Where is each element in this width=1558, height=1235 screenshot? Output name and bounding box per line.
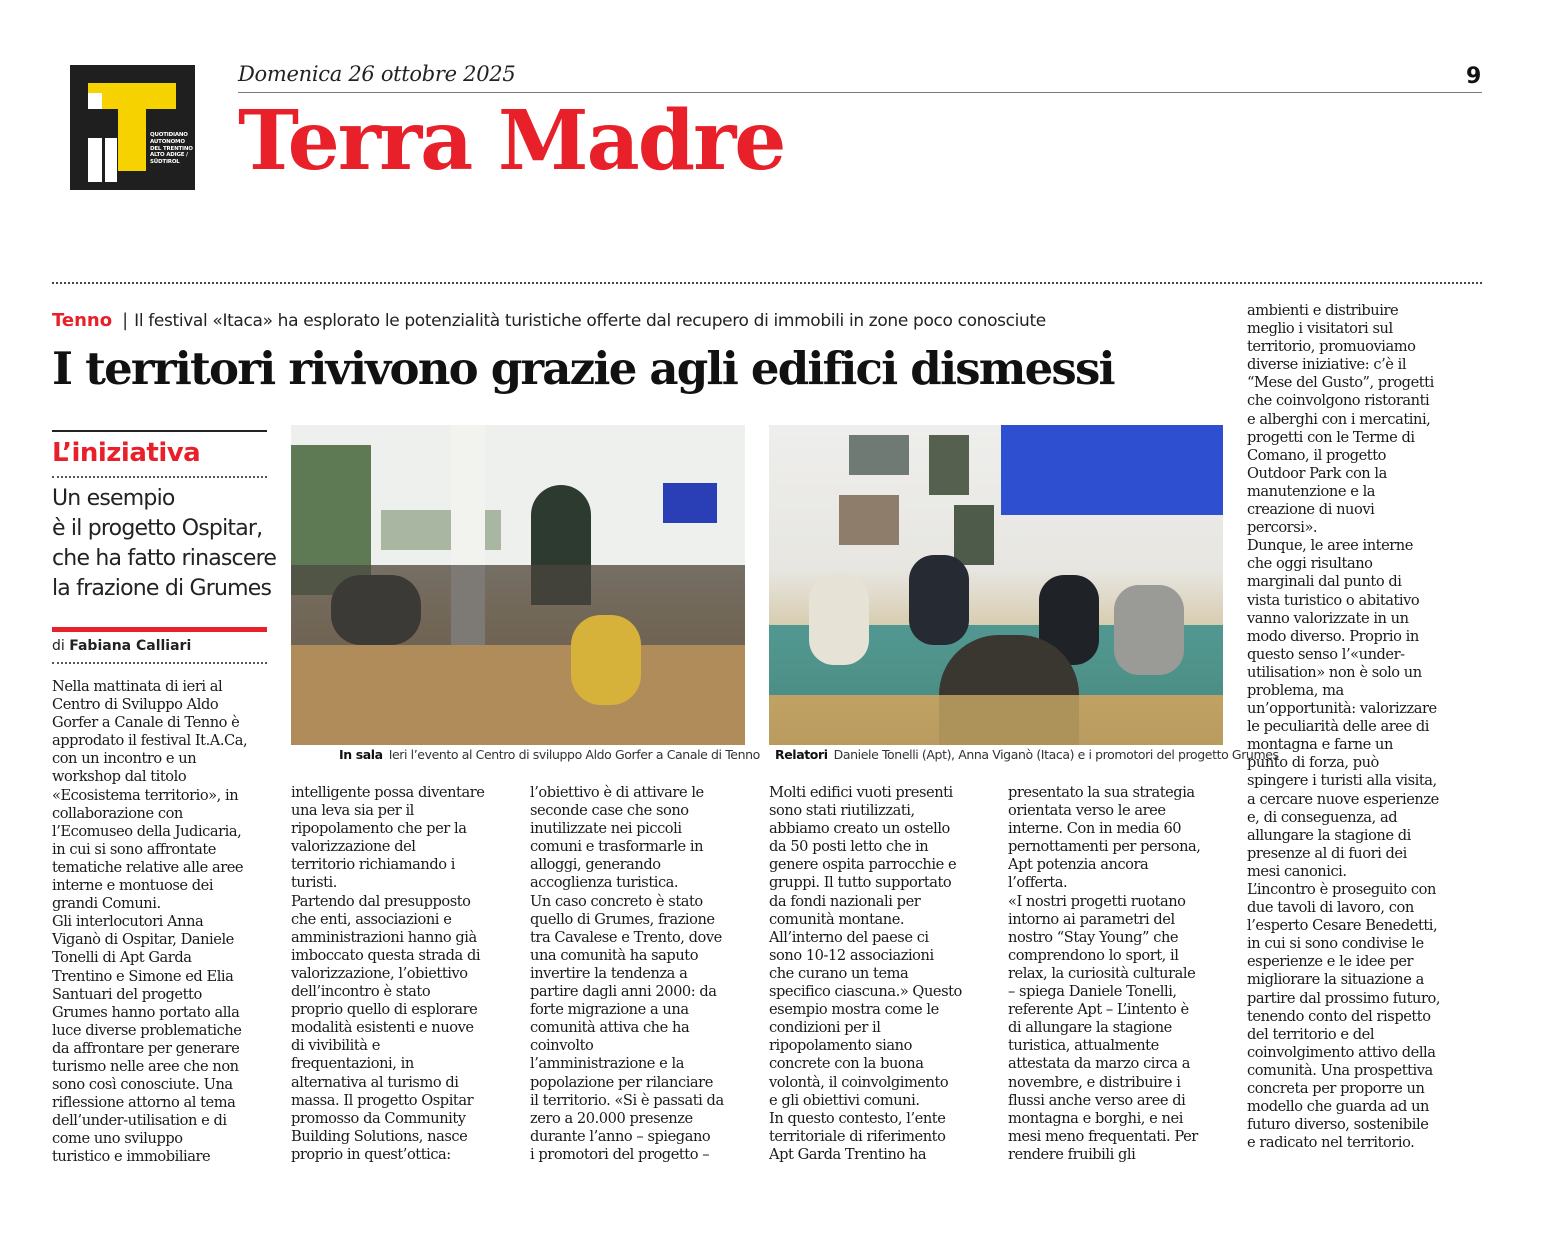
photo-caption-2 [775, 747, 1279, 762]
body-text-line: turismo nelle aree che non [52, 1057, 239, 1075]
sidebar-red-rule [52, 627, 267, 632]
body-text-line: L’incontro è proseguito con [1247, 881, 1436, 898]
logo-l-stem [105, 138, 117, 182]
body-text-line: il territorio. «Si è passati da [530, 1091, 724, 1109]
body-text-line: rendere fruibili gli [1008, 1145, 1136, 1163]
body-text-line: l’amministrazione e la [530, 1055, 685, 1073]
body-text-line: presentato la sua strategia [1008, 784, 1195, 801]
body-text-line: un’opportunità: valorizzare [1247, 700, 1437, 718]
kicker-place: Tenno [52, 310, 113, 331]
tagline-line: QUOTIDIANO [150, 132, 188, 138]
body-text-line: che curano un tema [769, 964, 909, 982]
body-text-line: abbiamo creato un ostello [769, 820, 950, 838]
body-text-line: genere ospita parrocchie e [769, 856, 957, 874]
body-text-line: in cui si sono affrontate [52, 840, 216, 858]
body-text-line: orientata verso le aree [1008, 802, 1166, 820]
body-text-line: modello che guarda ad un [1247, 1098, 1429, 1116]
body-text-line: l’obiettivo è di attivare le [530, 784, 704, 801]
body-text-line: turistico e immobiliare [52, 1148, 211, 1166]
photo-caption-1 [339, 747, 760, 762]
body-text-line: All’interno del paese ci [769, 928, 929, 946]
body-text-line: da affrontare per generare [52, 1039, 240, 1057]
body-text-line: Partendo dal presupposto [291, 892, 471, 910]
body-text-line: Building Solutions, nasce [291, 1127, 468, 1145]
body-text-line: ripopolamento siano [769, 1037, 912, 1055]
body-text-line: Santuari del progetto [52, 985, 202, 1003]
body-text-line: del territorio e del [1247, 1025, 1375, 1043]
body-text-line: relax, la curiosità culturale [1008, 964, 1196, 982]
body-text-line: proprio in quest’ottica: [291, 1145, 451, 1163]
body-text-line: proprio quello di esplorare [291, 1001, 478, 1019]
tagline-line: SÜDTIROL [150, 159, 180, 166]
sidebar-pull-quote [52, 484, 277, 604]
body-text-line: manutenzione e la [1247, 482, 1376, 500]
body-text-line: utilisation» non è solo un [1247, 663, 1422, 681]
body-text-line: Un caso concreto è stato [530, 892, 703, 910]
body-text-line: dell’incontro è stato [291, 983, 431, 1001]
body-text-line: «Ecosistema territorio», in [52, 786, 239, 804]
article-headline: I territori rivivono grazie agli edifici dismessi [52, 342, 1114, 395]
body-text-line: In questo contesto, l’ente [769, 1109, 946, 1127]
photo-audience [291, 425, 745, 745]
tagline-line: DEL TRENTINO [150, 145, 193, 152]
body-text-line: novembre, e distribuire i [1008, 1073, 1181, 1091]
body-text-line: alloggi, generando [530, 856, 661, 874]
body-text-line: sono 10-12 associazioni [769, 946, 934, 964]
body-text-line: Apt Garda Trentino ha [769, 1145, 927, 1163]
body-text-line: specifico ciascuna.» Questo [769, 983, 962, 1001]
body-text-line: da 50 posti letto che in [769, 838, 929, 856]
byline-dotted-rule [52, 662, 267, 664]
body-text-line: montagna e farne un [1247, 736, 1393, 754]
body-text-line: concrete con la buona [769, 1055, 924, 1073]
body-text-line: ripopolamento che per la [291, 820, 467, 838]
body-text-line: referente Apt – L’intento è [1008, 1001, 1189, 1019]
body-text-line: partire dal prossimo futuro, [1247, 989, 1441, 1007]
kicker-separator: | [122, 310, 129, 331]
body-text-line: questo senso l’«under- [1247, 645, 1405, 663]
body-text-line: modalità esistenti e nuove [291, 1019, 474, 1037]
caption-label: Relatori [775, 747, 828, 762]
body-text-line: forte migrazione a una [530, 1001, 689, 1019]
byline [52, 638, 191, 654]
body-text-line: invertire la tendenza a [530, 964, 688, 982]
body-text-line: comuni e trasformarle in [530, 838, 704, 856]
quote-line: è il progetto Ospitar, [52, 516, 263, 541]
sidebar-top-rule [52, 430, 267, 432]
body-text-line: popolazione per rilanciare [530, 1073, 713, 1091]
section-divider [52, 282, 1482, 284]
body-text-line: mesi meno frequentati. Per [1008, 1127, 1198, 1145]
body-text-line: valorizzazione del [291, 838, 416, 856]
logo-t-stem [118, 83, 146, 171]
body-text-line: mesi canonici. [1247, 862, 1347, 880]
body-text-line: accoglienza turistica. [530, 874, 679, 892]
quote-line: Un esempio [52, 486, 175, 511]
body-text-line: imboccato questa strada di [291, 946, 481, 964]
body-text-line: quello di Grumes, frazione [530, 910, 715, 928]
body-text-line: – spiega Daniele Tonelli, [1008, 983, 1177, 1001]
body-text-line: e gli obiettivi comuni. [769, 1091, 920, 1109]
body-text-line: Outdoor Park con la [1247, 464, 1387, 482]
body-text-line: Comano, il progetto [1247, 446, 1386, 464]
body-text-line: le peculiarità delle aree di [1247, 718, 1429, 736]
body-text-line: collaborazione con [52, 804, 183, 822]
body-text-line: esempio mostra come le [769, 1001, 939, 1019]
body-text-line: alternativa al turismo di [291, 1073, 459, 1091]
body-text-line: «I nostri progetti ruotano [1008, 892, 1186, 910]
body-text-line: progetti con le Terme di [1247, 428, 1415, 446]
body-text-line: montagna e borghi, e nei [1008, 1109, 1183, 1127]
body-text-line: frequentazioni, in [291, 1055, 414, 1073]
body-text-line: comunità montane. [769, 910, 905, 928]
body-text-line: inutilizzate nei piccoli [530, 820, 682, 838]
body-text-line: sono stati riutilizzati, [769, 802, 915, 820]
body-text-line: sono così conosciute. Una [52, 1076, 233, 1094]
body-text-line: pernottamenti per persona, [1008, 838, 1201, 856]
body-text-line: due tavoli di lavoro, con [1247, 899, 1414, 917]
quote-line: che ha fatto rinascere [52, 546, 277, 571]
body-text-line: durante l’anno – spiegano [530, 1127, 711, 1145]
body-text-line: in cui si sono condivise le [1247, 935, 1424, 953]
body-text-line: tenendo conto del rispetto [1247, 1007, 1431, 1025]
body-text-line: esperienze e le idee per [1247, 953, 1414, 971]
byline-author: Fabiana Calliari [69, 638, 192, 654]
body-text-line: Centro di Sviluppo Aldo [52, 696, 219, 714]
logo-i-stem [88, 138, 102, 182]
body-text-line: interne. Con in media 60 [1008, 820, 1182, 838]
body-text-line: territoriale di riferimento [769, 1127, 946, 1145]
body-text-line: a cercare nuove esperienze [1247, 790, 1439, 808]
body-text-line: flussi anche verso aree di [1008, 1091, 1186, 1109]
body-text-line: allungare la stagione di [1247, 826, 1411, 844]
body-text-line: nostro “Stay Young” che [1008, 928, 1179, 946]
body-text-line: coinvolgimento attivo della [1247, 1043, 1436, 1061]
body-column-2 [291, 784, 484, 1164]
body-text-line: vanno valorizzate in un [1247, 609, 1409, 627]
body-text-line: marginali dal punto di [1247, 573, 1402, 591]
kicker-summary: Il festival «Itaca» ha esplorato le potenzialità turistiche offerte dal recupero di immobili in zone poco conosciute [134, 311, 1046, 331]
body-text-line: e, di conseguenza, ad [1247, 808, 1398, 826]
body-column-5 [1008, 784, 1200, 1164]
body-text-line: concreta per proporre un [1247, 1080, 1425, 1098]
body-text-line: promosso da Community [291, 1109, 466, 1127]
body-text-line: creazione di nuovi [1247, 501, 1375, 519]
body-text-line: turisti. [291, 874, 337, 892]
body-text-line: l’Ecomuseo della Judicaria, [52, 822, 242, 840]
body-text-line: i promotori del progetto – [530, 1145, 710, 1163]
page-number: 9 [1466, 64, 1482, 89]
body-text-line: e radicato nel territorio. [1247, 1134, 1415, 1152]
body-column-4 [769, 784, 962, 1164]
body-text-line: “Mese del Gusto”, progetti [1247, 374, 1434, 392]
caption-label: In sala [339, 747, 383, 762]
body-text-line: Dunque, le aree interne [1247, 537, 1413, 555]
body-text-line: Nella mattinata di ieri al [52, 678, 223, 695]
article-kicker [52, 310, 1046, 331]
body-text-line: massa. Il progetto Ospitar [291, 1091, 474, 1109]
body-text-line: modo diverso. Proprio in [1247, 627, 1419, 645]
body-text-line: interne e montuose dei [52, 877, 214, 895]
body-text-line: migliorare la situazione a [1247, 971, 1424, 989]
body-text-line: comunità. Una prospettiva [1247, 1061, 1433, 1079]
body-text-line: percorsi». [1247, 519, 1318, 537]
body-text-line: una leva sia per il [291, 802, 414, 820]
body-text-line: tra Cavalese e Trento, dove [530, 928, 722, 946]
body-text-line: workshop dal titolo [52, 768, 187, 786]
body-text-line: territorio richiamando i [291, 856, 455, 874]
logo-tagline [150, 132, 194, 166]
body-text-line: comunità attiva che ha [530, 1019, 690, 1037]
caption-text: Daniele Tonelli (Apt), Anna Viganò (Itaca) e i promotori del progetto Grumes [833, 747, 1279, 762]
body-text-line: coinvolto [530, 1037, 594, 1055]
body-text-line: punto di forza, può [1247, 754, 1379, 772]
sidebar-dotted-rule [52, 476, 267, 478]
body-text-line: luce diverse problematiche [52, 1021, 242, 1039]
body-text-line: futuro diverso, sostenibile [1247, 1116, 1429, 1134]
tagline-line: AUTONOMO [150, 138, 185, 145]
body-column-6 [1247, 302, 1440, 1152]
byline-prefix: di [52, 638, 65, 654]
body-text-line: con un incontro e un [52, 750, 197, 768]
body-text-line: di allungare la stagione [1008, 1019, 1172, 1037]
body-text-line: meglio i visitatori sul [1247, 320, 1393, 338]
tagline-line: ALTO ADIGE / [150, 152, 188, 159]
issue-date: Domenica 26 ottobre 2025 [238, 62, 516, 86]
body-text-line: comprendono lo sport, il [1008, 946, 1179, 964]
body-text-line: diverse iniziative: c’è il [1247, 356, 1407, 374]
body-text-line: come uno sviluppo [52, 1130, 183, 1148]
body-text-line: gruppi. Il tutto supportato [769, 874, 952, 892]
body-text-line: l’offerta. [1008, 874, 1068, 892]
body-text-line: di vivibilità e [291, 1037, 380, 1055]
body-text-line: presenze al di fuori dei [1247, 844, 1407, 862]
body-text-line: volontà, il coinvolgimento [769, 1073, 949, 1091]
body-text-line: Molti edifici vuoti presenti [769, 784, 953, 801]
body-text-line: zero a 20.000 presenze [530, 1109, 693, 1127]
body-text-line: da fondi nazionali per [769, 892, 921, 910]
body-text-line: e alberghi con i mercatini, [1247, 410, 1431, 428]
section-title: Terra Madre [238, 93, 785, 189]
body-text-line: riflessione attorno al tema [52, 1094, 236, 1112]
body-text-line: valorizzazione, l’obiettivo [291, 964, 468, 982]
body-text-line: approdato il festival It.A.Ca, [52, 732, 248, 750]
body-column-1 [52, 678, 247, 1167]
body-text-line: l’esperto Cesare Benedetti, [1247, 917, 1438, 935]
body-text-line: Gorfer a Canale di Tenno è [52, 714, 240, 732]
caption-text: Ieri l’evento al Centro di sviluppo Aldo Gorfer a Canale di Tenno [388, 747, 760, 762]
quote-line: la frazione di Grumes [52, 576, 272, 601]
body-text-line: Trentino e Simone ed Elia [52, 967, 234, 985]
body-text-line: Apt potenzia ancora [1008, 856, 1149, 874]
body-text-line: intorno ai parametri del [1008, 910, 1175, 928]
body-text-line: Grumes hanno portato alla [52, 1003, 240, 1021]
body-text-line: Tonelli di Apt Garda [52, 949, 192, 967]
body-text-line: tematiche relative alle aree [52, 858, 244, 876]
body-text-line: seconde case che sono [530, 802, 689, 820]
logo-i-dot [88, 93, 102, 109]
body-text-line: Gli interlocutori Anna [52, 913, 204, 931]
body-text-line: vista turistico o abitativo [1247, 591, 1420, 609]
body-text-line: Viganò di Ospitar, Daniele [52, 931, 234, 949]
body-text-line: che oggi risultano [1247, 555, 1373, 573]
body-text-line: attestata da marzo circa a [1008, 1055, 1190, 1073]
newspaper-logo [70, 65, 195, 190]
sidebar-label: L’iniziativa [52, 438, 201, 468]
photo-speakers [769, 425, 1223, 745]
body-text-line: spingere i turisti alla visita, [1247, 772, 1437, 790]
body-text-line: una comunità ha saputo [530, 946, 699, 964]
body-column-3 [530, 784, 724, 1164]
body-text-line: territorio, promuoviamo [1247, 338, 1416, 356]
body-text-line: grandi Comuni. [52, 895, 161, 913]
body-text-line: condizioni per il [769, 1019, 881, 1037]
body-text-line: turistica, attualmente [1008, 1037, 1159, 1055]
body-text-line: che coinvolgono ristoranti [1247, 392, 1430, 410]
body-text-line: dell’under-utilisation e di [52, 1112, 227, 1130]
body-text-line: partire dagli anni 2000: da [530, 983, 717, 1001]
body-text-line: intelligente possa diventare [291, 784, 485, 801]
body-text-line: ambienti e distribuire [1247, 302, 1399, 319]
body-text-line: problema, ma [1247, 681, 1344, 699]
body-text-line: amministrazioni hanno già [291, 928, 477, 946]
body-text-line: che enti, associazioni e [291, 910, 452, 928]
